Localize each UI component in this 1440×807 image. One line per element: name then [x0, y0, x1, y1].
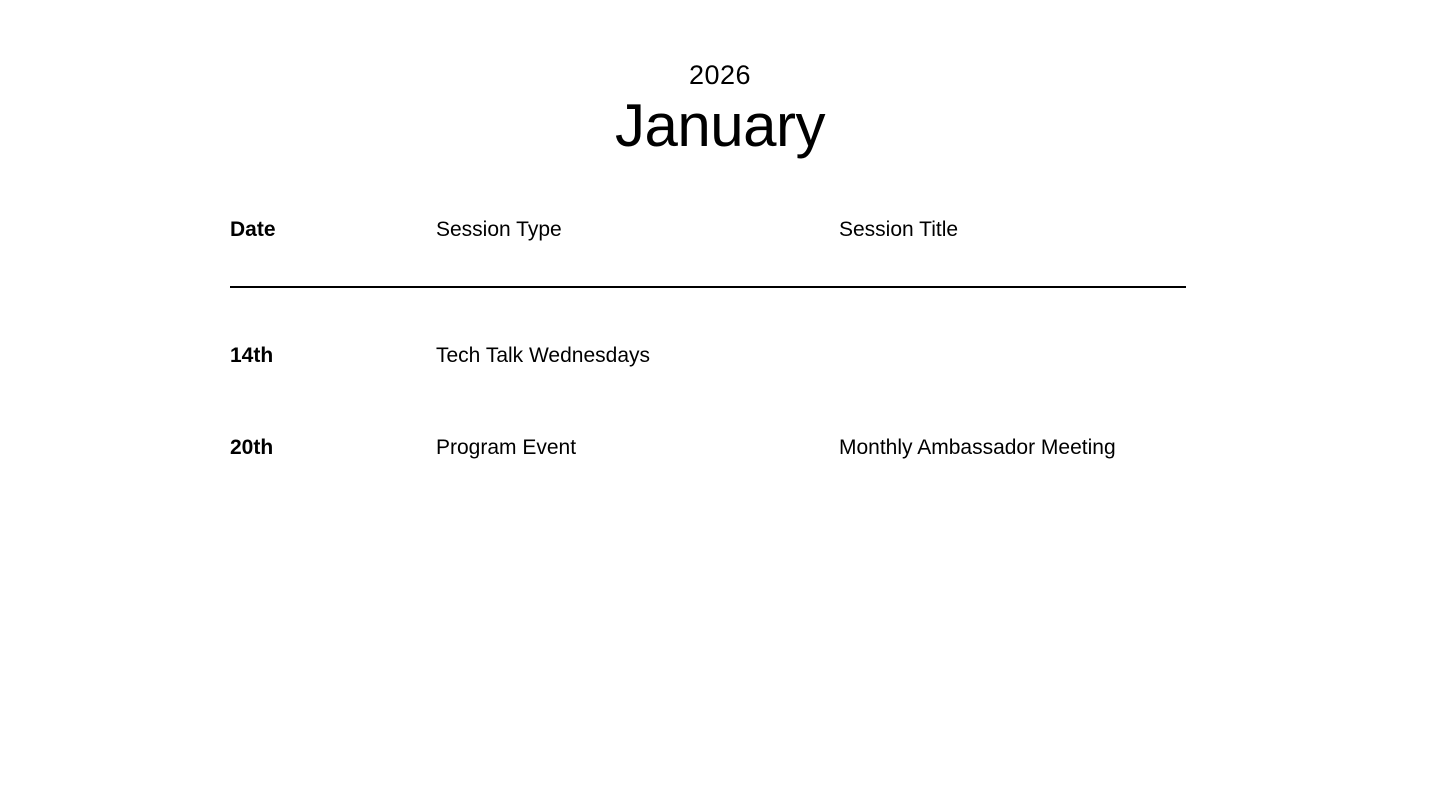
session-schedule-table: [230, 215, 1186, 459]
header-divider: [230, 286, 1186, 288]
column-header-session-title: Session Title: [839, 218, 959, 241]
column-header-date: Date: [230, 218, 276, 241]
row-session-title: Monthly Ambassador Meeting: [839, 436, 1116, 459]
row-session-type: Tech Talk Wednesdays: [436, 344, 651, 367]
row-date: 20th: [230, 436, 274, 459]
column-header-session-type: Session Type: [436, 218, 562, 241]
year-label: 2026: [688, 60, 752, 90]
table-row: [230, 433, 1186, 463]
table-row: [230, 341, 1186, 371]
month-title: January: [615, 92, 825, 159]
table-header-row: [230, 215, 1186, 245]
row-date: 14th: [230, 344, 274, 367]
row-session-type: Program Event: [436, 436, 577, 459]
